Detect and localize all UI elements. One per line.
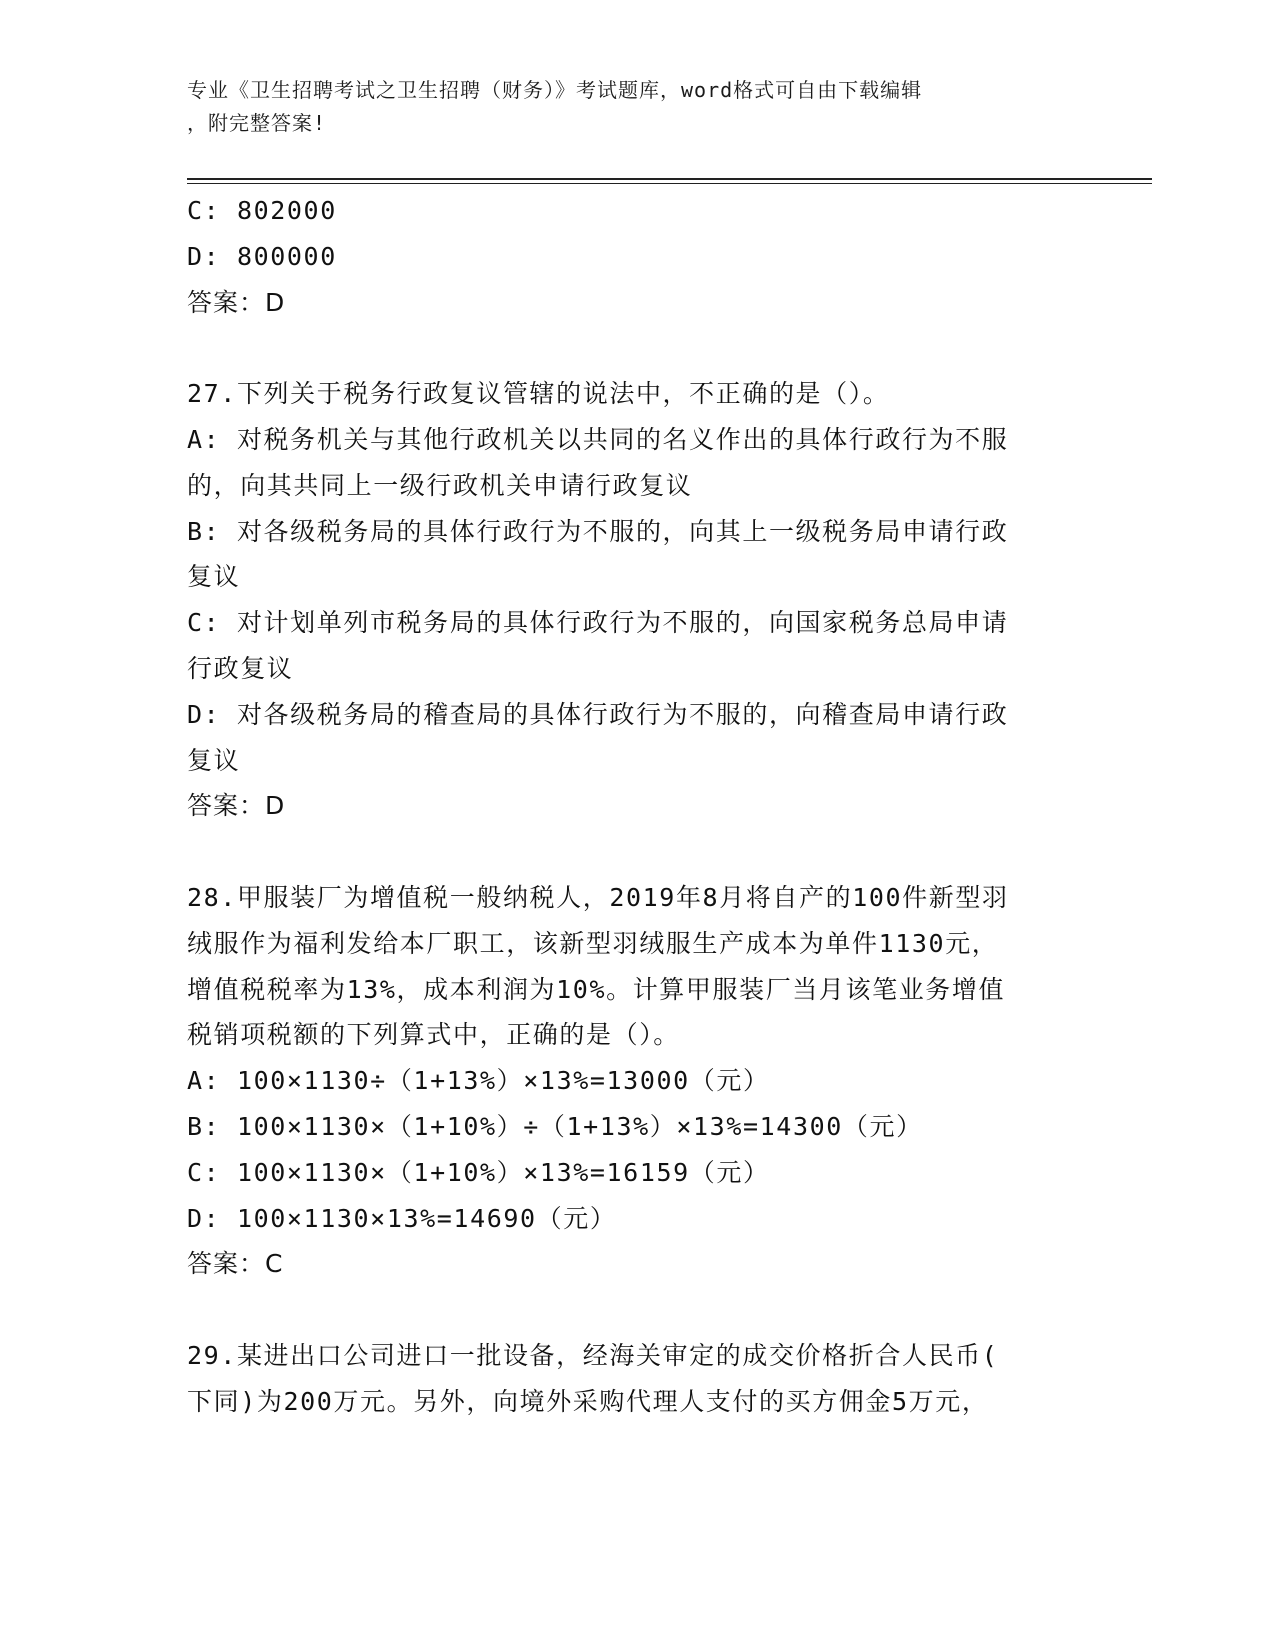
option-b: B: 对各级税务局的具体行政行为不服的，向其上一级税务局申请行政 [187,516,1009,546]
question-26-tail [187,188,1087,325]
option-b-continued: 复议 [187,562,241,592]
question-stem: 29.某进出口公司进口一批设备，经海关审定的成交价格折合人民币( [187,1340,999,1370]
option-d-continued: 复议 [187,745,241,775]
question-stem-continued: 绒服作为福利发给本厂职工，该新型羽绒服生产成本为单件1130元， [187,928,999,958]
question-27 [187,371,1087,829]
question-stem-continued: 下同)为200万元。另外，向境外采购代理人支付的买方佣金5万元， [187,1386,989,1416]
document-header [187,74,1067,140]
option-a: A: 100×1130÷（1+13%）×13%=13000（元） [187,1066,770,1096]
question-29 [187,1333,1087,1425]
answer-line: 答案：D [187,791,286,821]
answer-line: 答案：C [187,1249,284,1279]
document-body [187,188,1087,1425]
header-line-1: 专业《卫生招聘考试之卫生招聘（财务）》考试题库，word格式可自由下载编辑 [187,78,923,102]
question-stem: 27.下列关于税务行政复议管辖的说法中，不正确的是（）。 [187,379,890,409]
question-stem-continued: 增值税税率为13%，成本利润为10%。计算甲服装厂当月该笔业务增值 [187,974,1006,1004]
option-d: D: 对各级税务局的稽查局的具体行政行为不服的，向稽查局申请行政 [187,699,1009,729]
question-28 [187,875,1087,1287]
option-c: C: 802000 [187,196,337,225]
option-c: C: 对计划单列市税务局的具体行政行为不服的，向国家税务总局申请 [187,608,1009,638]
question-stem: 28.甲服装厂为增值税一般纳税人，2019年8月将自产的100件新型羽 [187,882,1009,912]
spacer [187,1287,1087,1333]
question-stem-continued: 税销项税额的下列算式中，正确的是（）。 [187,1020,680,1050]
option-d: D: 800000 [187,241,337,271]
option-a-continued: 的，向其共同上一级行政机关申请行政复议 [187,470,693,500]
option-b: B: 100×1130×（1+10%）÷（1+13%）×13%=14300（元） [187,1111,923,1141]
header-divider-thick [187,178,1152,180]
header-divider-thin [187,183,1152,184]
header-line-2: ，附完整答案! [187,111,327,135]
spacer [187,325,1087,371]
option-a: A: 对税务机关与其他行政机关以共同的名义作出的具体行政行为不服 [187,424,1009,454]
option-c-continued: 行政复议 [187,653,294,683]
spacer [187,829,1087,875]
option-c: C: 100×1130×（1+10%）×13%=16159（元） [187,1157,770,1187]
answer-line: 答案：D [187,287,286,317]
option-d: D: 100×1130×13%=14690（元） [187,1203,617,1233]
